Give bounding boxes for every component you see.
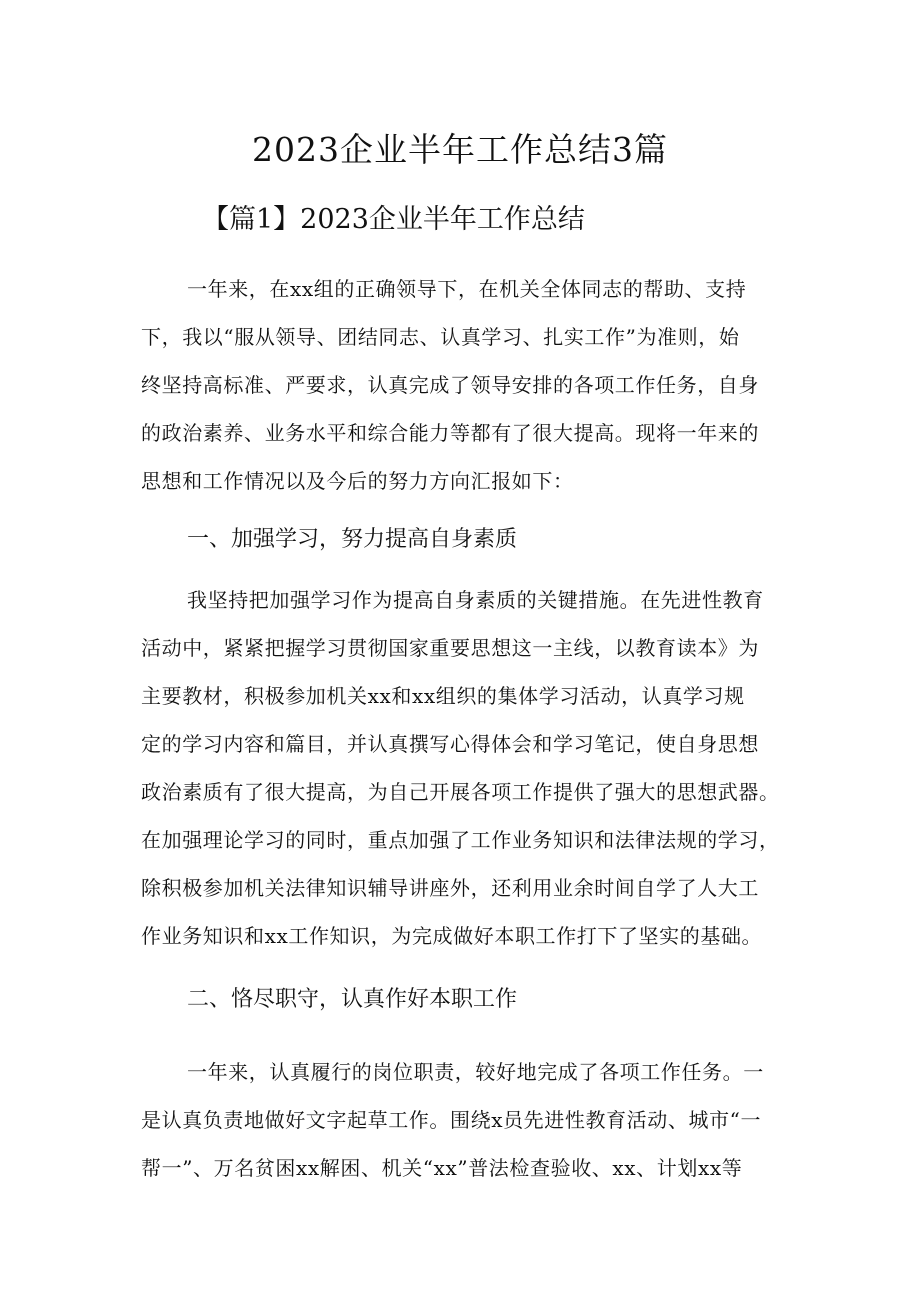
paragraph-line: 除积极参加机关法律知识辅导讲座外，还利用业余时间自学了人大工: [141, 876, 759, 900]
section-heading: 一、加强学习，努力提高自身素质: [187, 527, 518, 552]
paragraph-line: 终坚持高标准、严要求，认真完成了领导安排的各项工作任务，自身: [141, 373, 759, 397]
paragraph-line: 活动中，紧紧把握学习贯彻国家重要思想这一主线，以教育读本》为: [141, 636, 759, 660]
paragraph-line: 思想和工作情况以及今后的努力方向汇报如下：: [141, 469, 574, 493]
paragraph-line: 定的学习内容和篇目，并认真撰写心得体会和学习笔记，使自身思想: [141, 732, 759, 756]
section-subtitle: 【篇1】2023企业半年工作总结: [202, 204, 585, 235]
paragraph-line: 是认真负责地做好文字起草工作。围绕x员先进性教育活动、城市“一: [141, 1108, 762, 1132]
paragraph-line: 在加强理论学习的同时，重点加强了工作业务知识和法律法规的学习，: [141, 828, 780, 852]
paragraph-line: 帮一”、万名贫困xx解困、机关“xx”普法检查验收、xx、计划xx等: [141, 1156, 743, 1180]
paragraph-line: 的政治素养、业务水平和综合能力等都有了很大提高。现将一年来的: [141, 421, 759, 445]
paragraph-line: 主要教材，积极参加机关xx和xx组织的集体学习活动，认真学习规: [141, 684, 745, 708]
paragraph-line: 作业务知识和xx工作知识，为完成做好本职工作打下了坚实的基础。: [141, 924, 763, 948]
section-heading: 二、恪尽职守，认真作好本职工作: [187, 987, 518, 1012]
paragraph-line: 一年来，认真履行的岗位职责，较好地完成了各项工作任务。一: [187, 1060, 764, 1084]
paragraph-line: 下，我以“服从领导、团结同志、认真学习、扎实工作”为准则，始: [141, 325, 740, 349]
document-title: 2023企业半年工作总结3篇: [252, 130, 668, 169]
paragraph-line: 政治素质有了很大提高，为自己开展各项工作提供了强大的思想武器。: [141, 780, 780, 804]
paragraph-line: 我坚持把加强学习作为提高自身素质的关键措施。在先进性教育: [187, 588, 764, 612]
paragraph-line: 一年来，在xx组的正确领导下，在机关全体同志的帮助、支持: [187, 277, 747, 301]
